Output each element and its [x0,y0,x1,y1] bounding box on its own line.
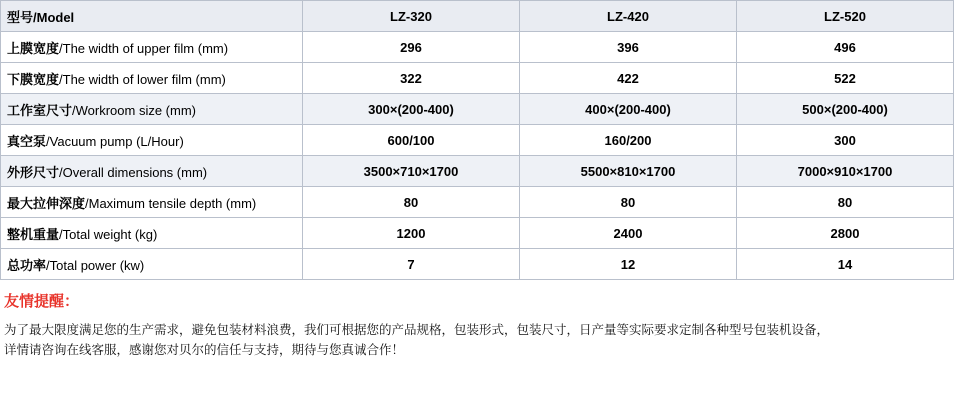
table-row [1,249,954,280]
table-row [1,218,954,249]
cell-value: 396 [520,32,737,63]
notice-section [0,280,954,360]
row-label-cn: 总功率 [7,257,47,273]
row-label-cn: 真空泵 [7,133,47,149]
row-label [1,94,303,125]
row-label [1,32,303,63]
cell-value: 14 [737,249,954,280]
row-label-cn: 上膜宽度 [7,40,60,56]
cell-value: 12 [520,249,737,280]
cell-value: 300×(200-400) [303,94,520,125]
cell-value: 3500×710×1700 [303,156,520,187]
notice-line: 为了最大限度满足您的生产需求，避免包装材料浪费，我们可根据您的产品规格，包装形式，包装尺寸，日产量等实际要求定制各种型号包装机设备， [4,323,830,337]
cell-value: 322 [303,63,520,94]
cell-value: 522 [737,63,954,94]
notice-line: 详情请咨询在线客服，感谢您对贝尔的信任与支持，期待与您真诚合作！ [4,343,405,357]
column-header-model: 型号/Model [1,1,303,32]
column-header-lz420: LZ-420 [520,1,737,32]
column-header-lz320: LZ-320 [303,1,520,32]
row-label-en: /Total power (kw) [46,257,145,273]
row-label [1,187,303,218]
cell-value: 300 [737,125,954,156]
row-label [1,218,303,249]
table-row [1,63,954,94]
cell-value: 2400 [520,218,737,249]
row-label [1,63,303,94]
row-label [1,156,303,187]
row-label-cn: 最大拉伸深度 [7,195,86,211]
cell-value: 80 [737,187,954,218]
row-label-en: /Overall dimensions (mm) [59,164,208,180]
cell-value: 1200 [303,218,520,249]
cell-value: 500×(200-400) [737,94,954,125]
table-row [1,94,954,125]
table-header-row [1,1,954,32]
cell-value: 2800 [737,218,954,249]
row-label-cn: 下膜宽度 [7,71,60,87]
cell-value: 600/100 [303,125,520,156]
row-label-en: /Workroom size (mm) [72,102,196,118]
row-label-en: /Maximum tensile depth (mm) [85,195,257,211]
cell-value: 422 [520,63,737,94]
row-label-en: /The width of upper film (mm) [59,40,229,56]
row-label-en: /Total weight (kg) [59,226,158,242]
cell-value: 5500×810×1700 [520,156,737,187]
notice-title: 友情提醒： [4,293,80,310]
cell-value: 400×(200-400) [520,94,737,125]
row-label-cn: 外形尺寸 [7,164,60,180]
cell-value: 496 [737,32,954,63]
table-row [1,125,954,156]
column-header-lz520: LZ-520 [737,1,954,32]
table-row [1,32,954,63]
row-label-cn: 整机重量 [7,226,60,242]
row-label-en: /The width of lower film (mm) [59,71,226,87]
cell-value: 160/200 [520,125,737,156]
cell-value: 80 [303,187,520,218]
row-label [1,125,303,156]
cell-value: 7000×910×1700 [737,156,954,187]
table-row [1,187,954,218]
row-label-en: /Vacuum pump (L/Hour) [46,133,184,149]
cell-value: 7 [303,249,520,280]
table-row [1,156,954,187]
cell-value: 80 [520,187,737,218]
row-label-cn: 工作室尺寸 [7,102,73,118]
cell-value: 296 [303,32,520,63]
row-label [1,249,303,280]
